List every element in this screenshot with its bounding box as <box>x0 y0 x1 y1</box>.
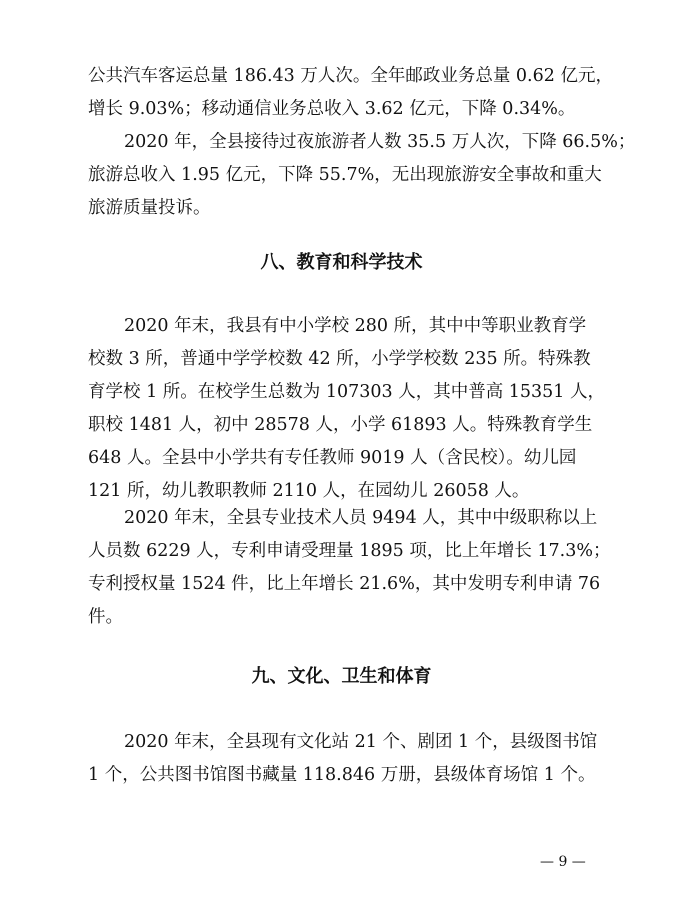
text-line: 件。 <box>88 607 123 627</box>
text-line: 旅游质量投诉。 <box>88 198 211 218</box>
page-number: — 9 — <box>540 854 586 870</box>
text-line: 1 个，公共图书馆图书藏量 118.846 万册，县级体育场馆 1 个。 <box>88 765 596 785</box>
section-heading-education: 八、教育和科学技术 <box>260 252 423 273</box>
paragraph-transport <box>88 60 613 126</box>
paragraph-culture <box>88 726 608 792</box>
text-line: 2020 年末，全县专业技术人员 9494 人，其中中级职称以上 <box>124 508 598 528</box>
text-line: 校数 3 所，普通中学学校数 42 所，小学学校数 235 所。特殊教 <box>88 349 591 369</box>
text-line: 旅游总收入 1.95 亿元，下降 55.7%，无出现旅游安全事故和重大 <box>88 165 602 185</box>
text-line: 专利授权量 1524 件，比上年增长 21.6%，其中发明专利申请 76 <box>88 574 601 594</box>
text-line: 2020 年，全县接待过夜旅游者人数 35.5 万人次，下降 66.5%； <box>124 132 636 152</box>
text-line: 2020 年末，全县现有文化站 21 个、剧团 1 个，县级图书馆 <box>124 732 598 752</box>
text-line: 2020 年末，我县有中小学校 280 所，其中中等职业教育学 <box>124 316 587 336</box>
text-line: 648 人。全县中小学共有专任教师 9019 人（含民校）。幼儿园 <box>88 448 577 468</box>
paragraph-technology <box>88 502 611 634</box>
text-line: 人员数 6229 人，专利申请受理量 1895 项，比上年增长 17.3%； <box>88 541 611 561</box>
paragraph-schools <box>88 310 608 508</box>
text-line: 公共汽车客运总量 186.43 万人次。全年邮政业务总量 0.62 亿元， <box>88 66 613 86</box>
text-line: 增长 9.03%；移动通信业务总收入 3.62 亿元，下降 0.34%。 <box>88 99 576 119</box>
paragraph-tourism <box>88 126 636 225</box>
section-heading-culture: 九、文化、卫生和体育 <box>251 666 432 687</box>
text-line: 职校 1481 人，初中 28578 人，小学 61893 人。特殊教育学生 <box>88 415 593 435</box>
text-line: 121 所，幼儿教职教师 2110 人，在园幼儿 26058 人。 <box>88 481 530 501</box>
text-line: 育学校 1 所。在校学生总数为 107303 人，其中普高 15351 人， <box>88 382 605 402</box>
